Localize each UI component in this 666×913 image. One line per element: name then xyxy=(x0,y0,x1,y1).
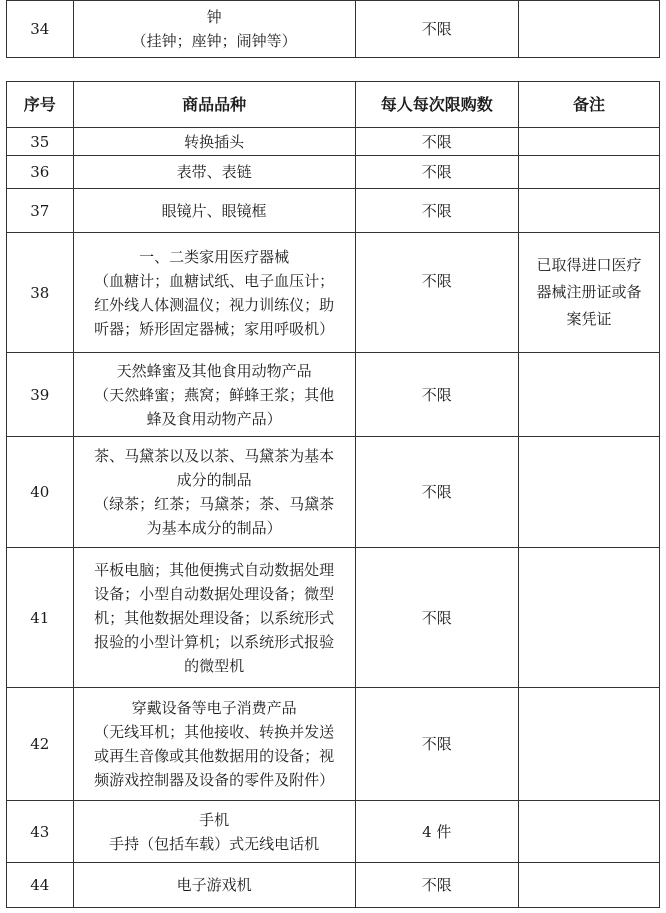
table-row xyxy=(7,353,660,437)
product-cell xyxy=(73,233,355,353)
note-line: 已取得进口医疗 xyxy=(536,256,642,274)
product-line: 频游戏控制器及设备的零件及附件） xyxy=(94,771,335,789)
note-cell xyxy=(518,156,659,189)
note-cell xyxy=(518,548,659,688)
seq-cell: 40 xyxy=(7,437,74,548)
seq-cell: 37 xyxy=(7,189,74,233)
product-line: （挂钟；座钟；闹钟等） xyxy=(131,32,297,50)
note-cell xyxy=(518,437,659,548)
limit-cell: 不限 xyxy=(355,353,518,437)
product-line: 茶、马黛茶以及以茶、马黛茶为基本 xyxy=(94,447,335,465)
seq-cell: 44 xyxy=(7,863,74,908)
product-cell xyxy=(73,156,355,189)
product-cell xyxy=(73,128,355,156)
limit-cell: 不限 xyxy=(355,548,518,688)
note-cell xyxy=(518,233,659,353)
note-line: 器械注册证或备 xyxy=(536,283,642,301)
table-row xyxy=(7,156,660,189)
table-row xyxy=(7,801,660,863)
product-cell xyxy=(73,189,355,233)
limit-cell: 不限 xyxy=(355,233,518,353)
product-line: 转换插头 xyxy=(184,132,245,151)
note-cell xyxy=(518,353,659,437)
note-line: 案凭证 xyxy=(566,310,612,328)
limit-cell: 不限 xyxy=(355,1,518,58)
table-row xyxy=(7,437,660,548)
product-line: 一、二类家用医疗器械 xyxy=(139,247,290,266)
note-cell xyxy=(518,688,659,801)
product-line: 手机 xyxy=(199,810,230,829)
limit-cell: 不限 xyxy=(355,688,518,801)
product-line: （无线耳机；其他接收、转换并发送 xyxy=(94,723,335,741)
seq-cell: 36 xyxy=(7,156,74,189)
limit-cell: 4 件 xyxy=(355,801,518,863)
product-cell xyxy=(73,437,355,548)
header-note: 备注 xyxy=(518,82,659,128)
product-cell xyxy=(73,801,355,863)
seq-cell: 39 xyxy=(7,353,74,437)
limit-cell: 不限 xyxy=(355,437,518,548)
product-line: 眼镜片、眼镜框 xyxy=(161,201,267,220)
limit-cell: 不限 xyxy=(355,128,518,156)
limit-cell: 不限 xyxy=(355,189,518,233)
header-seq: 序号 xyxy=(7,82,74,128)
note-cell xyxy=(518,189,659,233)
header-limit: 每人每次限购数 xyxy=(355,82,518,128)
product-line: 手持（包括车载）式无线电话机 xyxy=(109,834,320,853)
limit-cell: 不限 xyxy=(355,156,518,189)
product-line: 成分的制品 xyxy=(176,471,252,489)
note-cell xyxy=(518,1,659,58)
note-cell xyxy=(518,801,659,863)
product-line: 平板电脑；其他便携式自动数据处理 xyxy=(94,560,335,579)
table-row xyxy=(7,233,660,353)
header-product: 商品品种 xyxy=(73,82,355,128)
product-line: 表带、表链 xyxy=(176,163,252,181)
product-line: （绿茶；红茶；马黛茶；茶、马黛茶 xyxy=(94,495,335,513)
product-line: （血糖计；血糖试纸、电子血压计； xyxy=(94,271,335,290)
product-cell xyxy=(73,863,355,908)
table-row xyxy=(7,1,660,58)
seq-cell: 34 xyxy=(7,1,74,58)
seq-cell: 35 xyxy=(7,128,74,156)
product-line: 电子游戏机 xyxy=(176,876,252,894)
product-line: （天然蜂蜜；燕窝；鲜蜂王浆；其他 xyxy=(94,385,335,404)
table-row xyxy=(7,128,660,156)
product-line: 机；其他数据处理设备；以系统形式 xyxy=(94,608,335,627)
seq-cell: 42 xyxy=(7,688,74,801)
table-row xyxy=(7,863,660,908)
product-cell xyxy=(73,1,355,58)
seq-cell: 38 xyxy=(7,233,74,353)
product-line: 蜂及食用动物产品） xyxy=(146,409,282,428)
continuation-table xyxy=(6,0,660,58)
product-line: 天然蜂蜜及其他食用动物产品 xyxy=(116,361,312,380)
table-row xyxy=(7,189,660,233)
limit-cell: 不限 xyxy=(355,863,518,908)
table-row xyxy=(7,548,660,688)
product-cell xyxy=(73,353,355,437)
product-line: 设备；小型自动数据处理设备；微型 xyxy=(94,584,335,603)
product-line: 或再生音像或其他数据用的设备；视 xyxy=(94,747,335,765)
product-line: 为基本成分的制品） xyxy=(146,519,282,537)
seq-cell: 43 xyxy=(7,801,74,863)
product-line: 钟 xyxy=(206,8,222,26)
seq-cell: 41 xyxy=(7,548,74,688)
product-line: 的微型机 xyxy=(184,656,245,675)
table-header-row xyxy=(7,82,660,128)
note-cell xyxy=(518,863,659,908)
product-line: 报验的小型计算机；以系统形式报验 xyxy=(94,632,335,651)
product-cell xyxy=(73,688,355,801)
product-line: 穿戴设备等电子消费产品 xyxy=(131,699,297,717)
product-line: 听器；矫形固定器械；家用呼吸机） xyxy=(94,319,335,338)
product-cell xyxy=(73,548,355,688)
purchase-limit-table xyxy=(6,81,660,908)
note-cell xyxy=(518,128,659,156)
table-row xyxy=(7,688,660,801)
product-line: 红外线人体测温仪；视力训练仪；助 xyxy=(94,295,335,314)
